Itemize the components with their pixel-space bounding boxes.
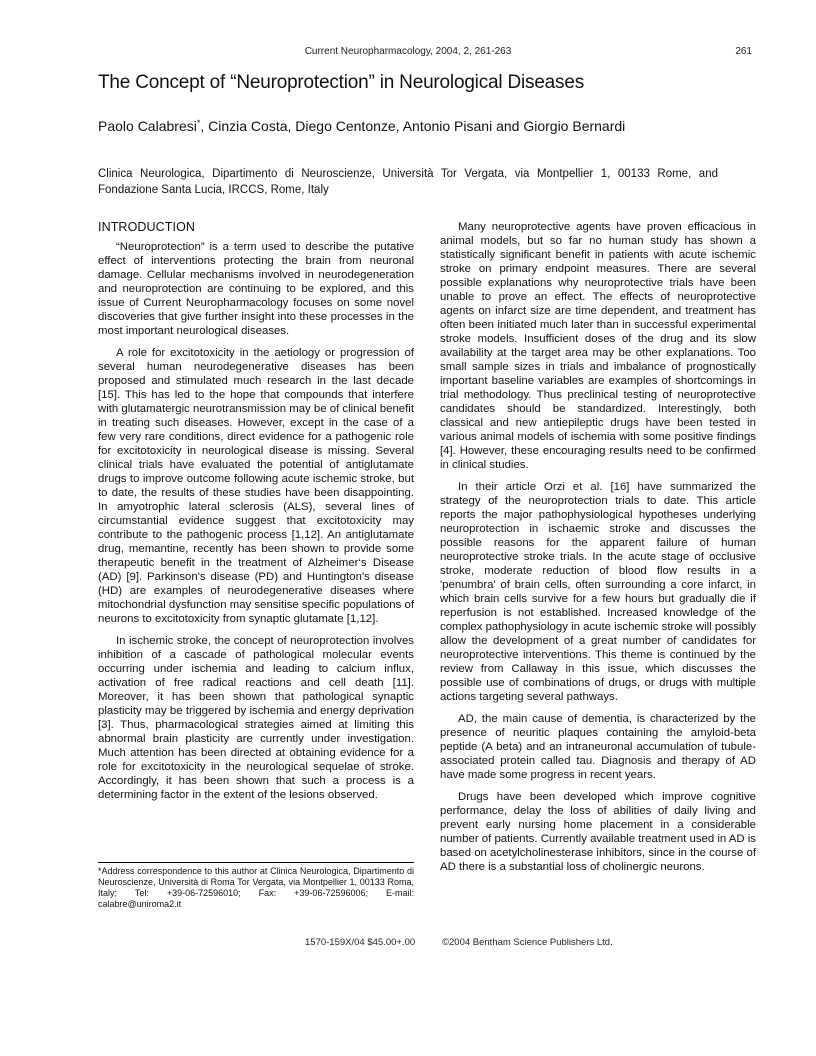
author-list: [98, 118, 778, 134]
paragraph: In their article Orzi et al. [16] have summarized the strategy of the neuroprotection trials to date. This article reports the major pathophysiological hypotheses underlying neuroprotection in ischaemic stroke and discusses the possible reasons for the apparent failure of human neuroprotective stroke trials. In the acute stage of occlusive stroke, moderate reduction of blood flow results in a 'penumbra' of brain cells, often surrounding a core infarct, in which brain cells survive for a few hours but gradually die if reperfusion is not established. Increased knowledge of the complex pathophysiology in acute ischemic stroke will possibly allow the development of a great number of candidates for neuroprotective interventions. This theme is continued by the review from Callaway in this issue, which discusses the possible use of combinations of drugs, or drugs with multiple actions targeting several pathways.: [440, 481, 756, 703]
section-heading-introduction: INTRODUCTION: [98, 220, 196, 234]
paragraph: “Neuroprotection” is a term used to describe the putative effect of interventions protecting the brain from neuronal damage. Cellular mechanisms involved in neurodegeneration and neuroprotection are continuing to be explored, and this issue of Current Neuropharmacology focuses on some novel discoveries that give further insight into these processes in the most important neurological diseases.: [98, 241, 414, 337]
affiliation: Clinica Neurologica, Dipartimento di Neuroscienze, Università Tor Vergata, via Montpellier 1, 00133 Rome, and Fondazione Santa Lucia, IRCCS, Rome, Italy: [98, 168, 718, 196]
left-column: [98, 220, 414, 810]
paragraph: AD, the main cause of dementia, is characterized by the presence of neuritic plaques containing the amyloid-beta peptide (A beta) and an intraneuronal accumulation of tubule-associated protein called tau. Diagnosis and therapy of AD have made some progress in recent years.: [440, 713, 756, 781]
paragraph: Drugs have been developed which improve cognitive performance, delay the loss of abilities of daily living and prevent early nursing home placement in a considerable number of patients. Currently available treatment used in AD is based on acetylcholinesterase inhibitors, since in the course of AD there is a substantial loss of cholinergic neurons.: [440, 791, 756, 873]
journal-citation: Current Neuropharmacology, 2004, 2, 261-263: [304, 46, 512, 57]
co-authors: , Cinzia Costa, Diego Centonze, Antonio Pisani and Giorgio Bernardi: [200, 118, 626, 134]
article-title: The Concept of “Neuroprotection” in Neurological Diseases: [98, 72, 585, 93]
page-number: 261: [735, 46, 752, 57]
paragraph: In ischemic stroke, the concept of neuroprotection involves inhibition of a cascade of pathological molecular events occurring under ischemia and leading to calcium influx, activation of free radical reactions and cell death [11]. Moreover, it has been shown that pathological synaptic plasticity may be triggered by ischemia and energy deprivation [3]. Thus, pharmacological strategies aimed at limiting this abnormal brain plasticity are currently under investigation. Much attention has been directed at obtaining evidence for a role for excitotoxicity in the neurological sequelae of stroke. Accordingly, it has been shown that such a process is a determining factor in the extent of the lesions observed.: [98, 635, 414, 801]
right-column: [440, 220, 756, 882]
corresponding-author: Paolo Calabresi: [98, 118, 197, 134]
issn-price: 1570-159X/04 $45.00+.00: [305, 937, 416, 948]
paragraph: Many neuroprotective agents have proven efficacious in animal models, but so far no human study has shown a statistically significant benefit in patients with acute ischemic stroke on primary endpoint measures. There are several possible explanations why neuroprotective trials have been unable to prove an effect. The effects of neuroprotective agents on infarct size are time dependent, and treatment has often been initiated much later than in successful experimental stroke models. Insufficient doses of the drug and its slow availability at the target area may be other explanations. Too small sample sizes in trials and imbalance of prognostically important baseline variables are examples of shortcomings in trial methodology. Thus preclinical testing of neuroprotective candidates should be standardized. Interestingly, both classical and new antiepileptic drugs have been tested in various animal models of ischemia with some positive findings [4]. However, these encouraging results need to be confirmed in clinical studies.: [440, 221, 756, 471]
corresponding-author-mark: *: [196, 118, 201, 128]
correspondence-footnote: *Address correspondence to this author at Clinica Neurologica, Dipartimento di Neuroscienze, Università di Roma Tor Vergata, via Montpellier 1, 00133 Roma, Italy; Tel: +39-06-72596010; Fax: +39-06-72596006; E-mail: calabre@uniroma2.it: [98, 862, 414, 910]
paragraph: A role for excitotoxicity in the aetiology or progression of several human neurodegenerative diseases has been proposed and stimulated much research in the last decade [15]. This has led to the hope that compounds that interfere with glutamatergic neurotransmission may be of clinical benefit in treating such diseases. However, except in the case of a few very rare conditions, direct evidence for a pathogenic role for excitotoxicity in neurological disease is missing. Several clinical trials have evaluated the potential of antiglutamate drugs to improve outcome following acute ischemic stroke, but to date, the results of these studies have been disappointing. In amyotrophic lateral sclerosis (ALS), several lines of circumstantial evidence suggest that excitotoxicity may contribute to the pathogenic process [1,12]. An antiglutamate drug, memantine, recently has been shown to provide some therapeutic benefit in the treatment of Alzheimer‘s Disease (AD) [9]. Parkinson's disease (PD) and Huntington's disease (HD) are examples of neurodegenerative diseases where mitochondrial dysfunction may sensitise specific populations of neurons to excitotoxicity from synaptic glutamate [1,12].: [98, 347, 414, 625]
copyright-notice: ©2004 Bentham Science Publishers Ltd.: [442, 937, 613, 948]
